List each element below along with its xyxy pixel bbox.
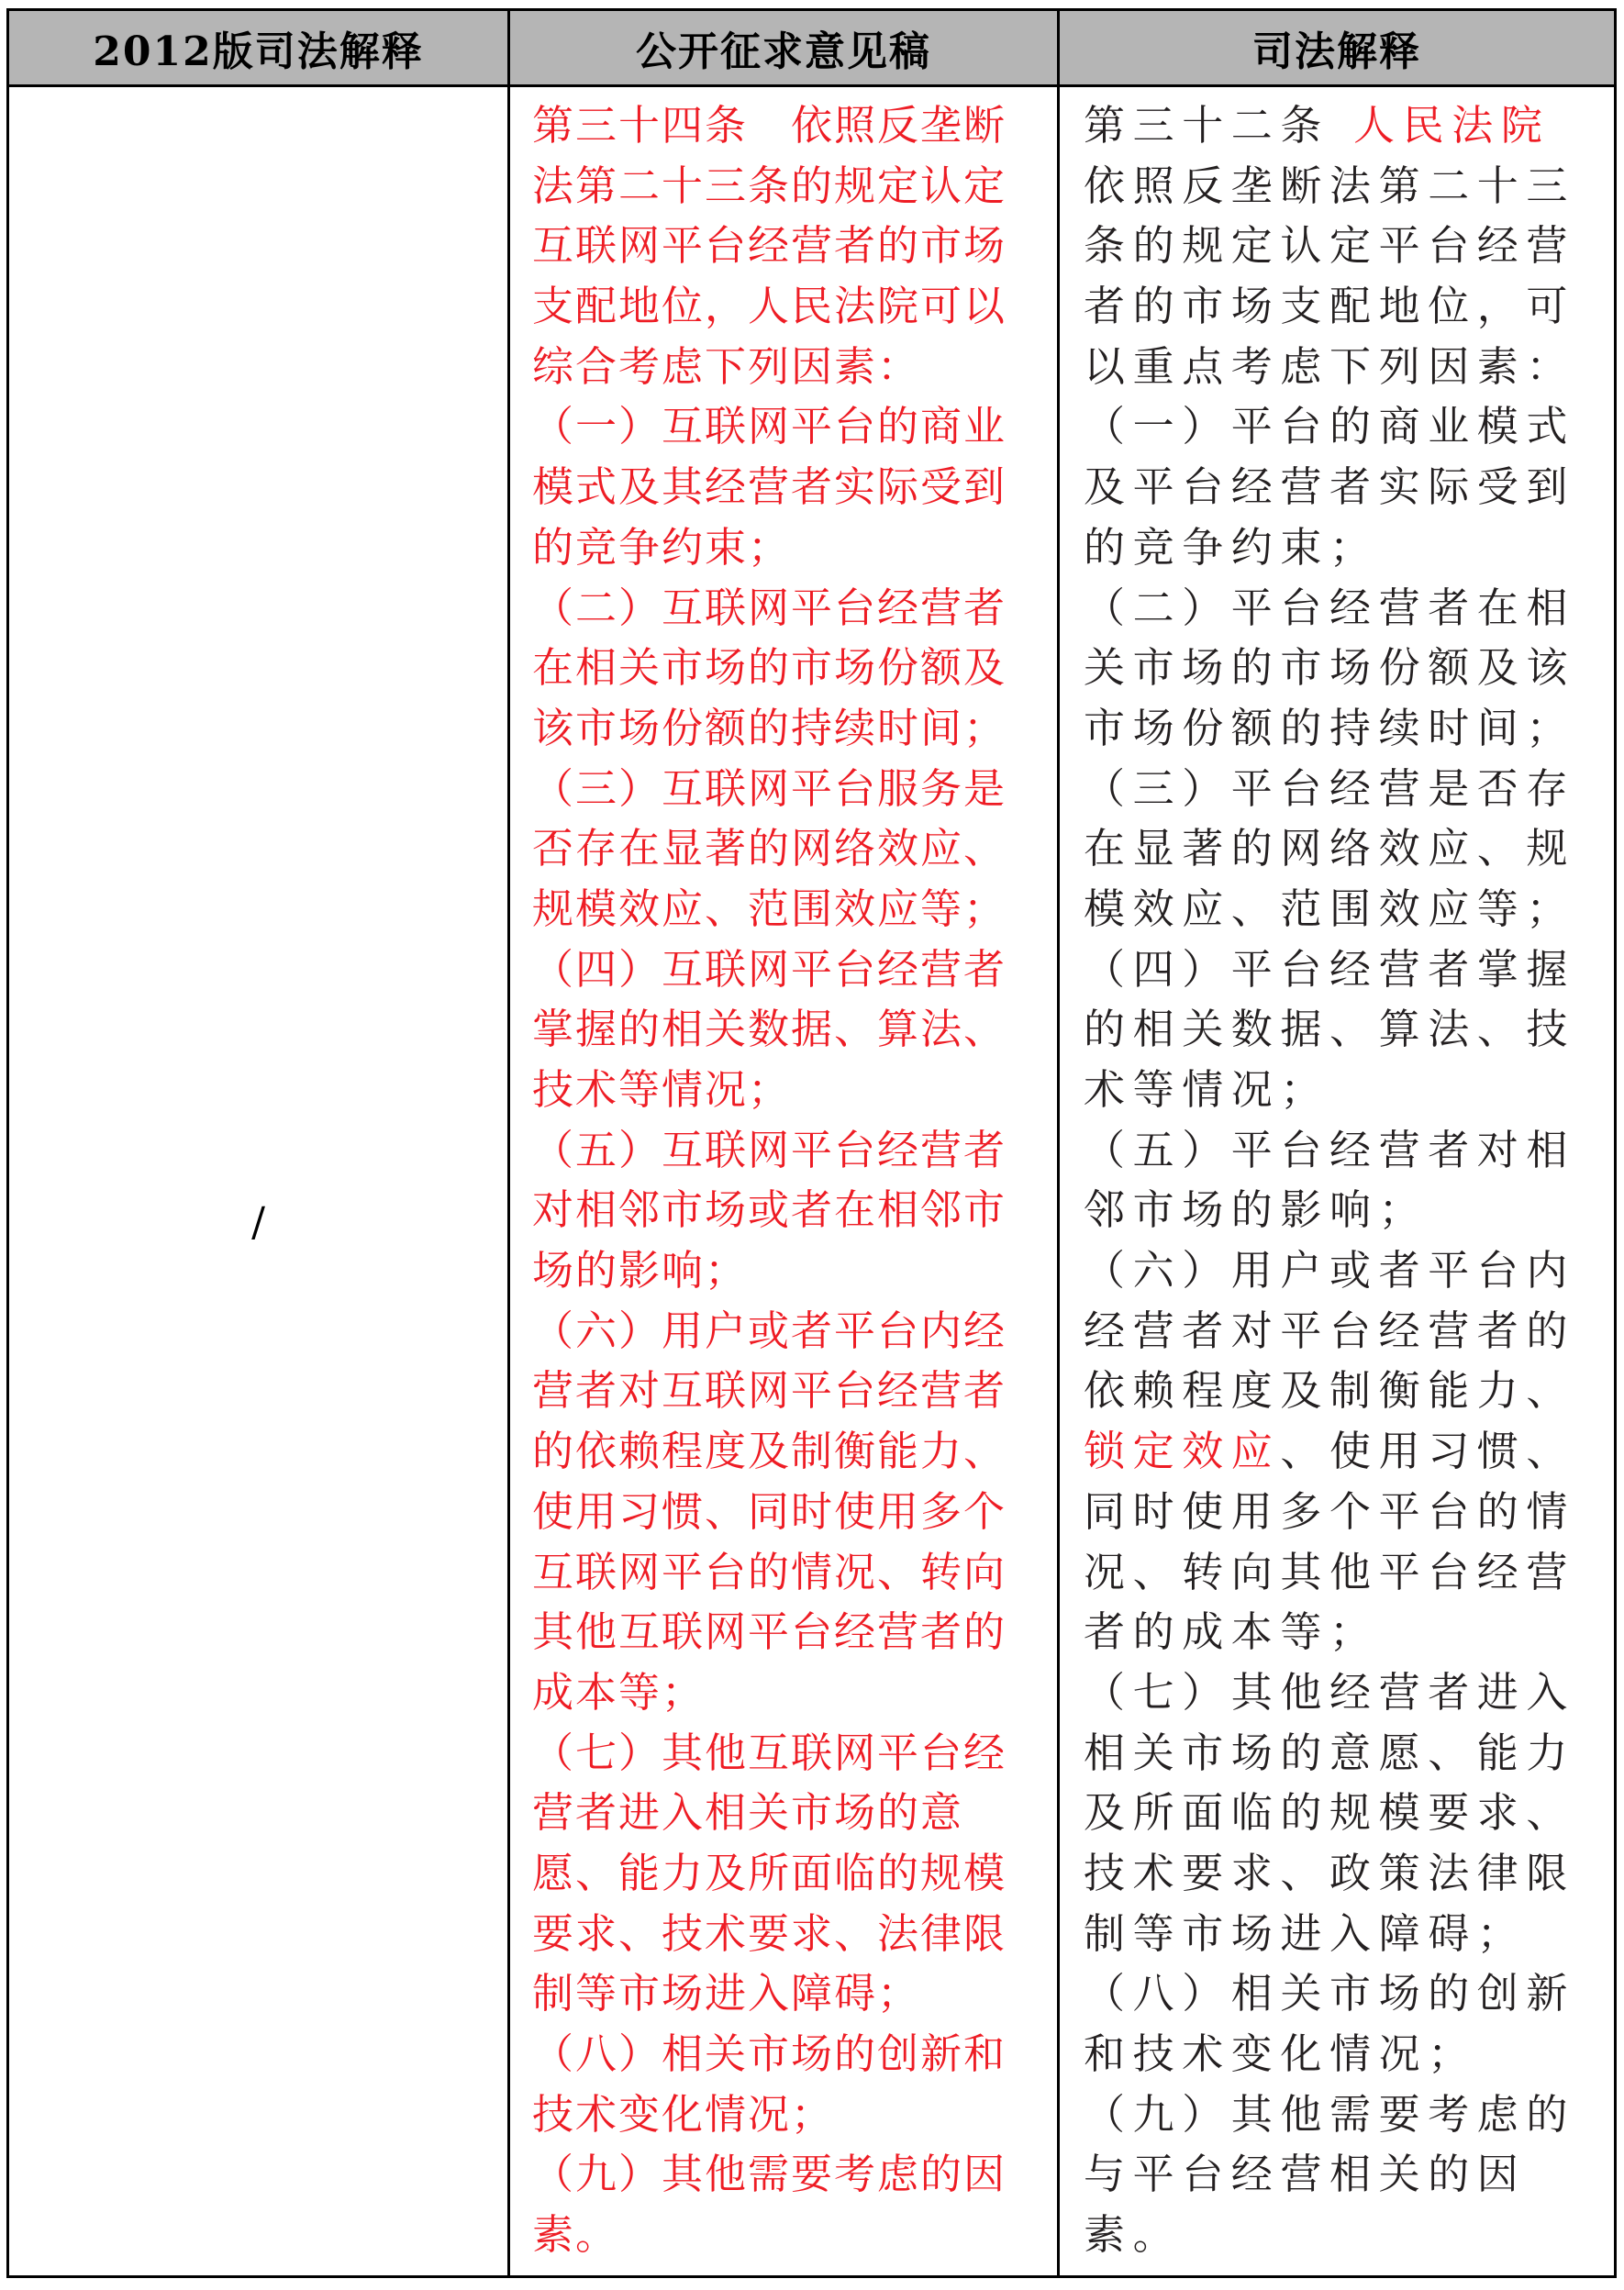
text-line: 及所面临的规模要求、 — [1084, 1788, 1576, 1838]
text-line: 况、转向其他平台经营 — [1084, 1547, 1576, 1596]
header-col-2012-version: 2012版司法解释 — [9, 11, 510, 87]
text-line: 依照反垄断法第二十三 — [1084, 161, 1576, 210]
article-number: 第三十二条 — [1084, 101, 1330, 150]
col-2012-cell — [9, 87, 510, 2275]
text-line: （五）互联网平台经营者 — [532, 1125, 1007, 1174]
text-line: 该市场份额的持续时间； — [532, 703, 1007, 752]
text-line: 互联网平台的情况、转向 — [532, 1547, 1007, 1596]
text-line: 邻市场的影响； — [1084, 1185, 1429, 1235]
article-heading-line — [1084, 95, 1607, 156]
text-line: 的竞争约束； — [532, 522, 792, 572]
text-line: （四）互联网平台经营者 — [532, 944, 1007, 994]
text-line: 第三十四条 依照反垄断 — [532, 101, 1007, 150]
comparison-table — [6, 8, 1617, 2278]
text-line: （二）互联网平台经营者 — [532, 583, 1007, 632]
text-line: 的相关数据、算法、技 — [1084, 1005, 1576, 1054]
text-line: （四）平台经营者掌握 — [1084, 944, 1576, 994]
text-line: 与平台经营相关的因 — [1084, 2150, 1527, 2199]
text-line: 市场份额的持续时间； — [1084, 703, 1576, 752]
text-line: （七）其他互联网平台经 — [532, 1728, 1007, 1777]
text-line: 的竞争约束； — [1084, 522, 1379, 572]
text-line: （八）相关市场的创新 — [1084, 1969, 1576, 2018]
judicial-lines-b — [1084, 1482, 1607, 2265]
text-line: 者的成本等； — [1084, 1607, 1379, 1657]
text-line: 模式及其经营者实际受到 — [532, 462, 1007, 512]
col-draft-cell — [510, 87, 1060, 2275]
text-line: 和技术变化情况； — [1084, 2029, 1477, 2078]
text-line: （七）其他经营者进入 — [1084, 1667, 1576, 1717]
lock-effect-line — [1084, 1421, 1607, 1482]
text-line: 营者对互联网平台经营者 — [532, 1366, 1007, 1416]
empty-slash: / — [251, 1199, 265, 1246]
text-line: 相关市场的意愿、能力 — [1084, 1728, 1576, 1777]
text-line: 依赖程度及制衡能力、 — [1084, 1366, 1576, 1416]
text-line: 的依赖程度及制衡能力、 — [532, 1427, 1007, 1476]
article-subject-red: 人民法院 — [1353, 101, 1551, 150]
text-line: 制等市场进入障碍； — [532, 1969, 921, 2018]
text-line: （八）相关市场的创新和 — [532, 2029, 1007, 2078]
lock-effect-rest: 、使用习惯、 — [1280, 1427, 1576, 1476]
text-line: 在显著的网络效应、规 — [1084, 824, 1576, 873]
text-line: 其他互联网平台经营者的 — [532, 1607, 1007, 1657]
text-line: （一）互联网平台的商业 — [532, 402, 1007, 451]
text-line: 要求、技术要求、法律限 — [532, 1908, 1007, 1958]
text-line: 者的市场支配地位，可 — [1084, 282, 1576, 331]
text-line: 以重点考虑下列因素： — [1084, 341, 1576, 391]
text-line: 在相关市场的市场份额及 — [532, 643, 1007, 693]
judicial-lines-a — [1084, 156, 1607, 1421]
text-line: 否存在显著的网络效应、 — [532, 824, 1007, 873]
header-col-draft: 公开征求意见稿 — [510, 11, 1060, 87]
header-col-judicial-interpretation: 司法解释 — [1060, 11, 1614, 87]
text-line: 术等情况； — [1084, 1065, 1330, 1114]
text-line: 素。 — [1084, 2210, 1183, 2260]
text-line: 模效应、范围效应等； — [1084, 884, 1576, 933]
text-line: 法第二十三条的规定认定 — [532, 161, 1007, 210]
text-line: 对相邻市场或者在相邻市 — [532, 1185, 1007, 1235]
text-line: （三）平台经营是否存 — [1084, 763, 1576, 813]
judicial-article-text — [1084, 95, 1607, 2265]
draft-article-text — [532, 95, 1046, 2265]
text-line: （三）互联网平台服务是 — [532, 763, 1007, 813]
text-line: 素。 — [532, 2210, 619, 2260]
text-line: （六）用户或者平台内 — [1084, 1246, 1576, 1295]
text-line: 关市场的市场份额及该 — [1084, 643, 1576, 693]
text-line: 使用习惯、同时使用多个 — [532, 1486, 1007, 1536]
text-line: 及平台经营者实际受到 — [1084, 462, 1576, 512]
text-line: 经营者对平台经营者的 — [1084, 1306, 1576, 1355]
text-line: 互联网平台经营者的市场 — [532, 221, 1007, 271]
text-line: 规模效应、范围效应等； — [532, 884, 1007, 933]
lock-effect-highlight: 锁定效应 — [1084, 1427, 1281, 1476]
text-line: （六）用户或者平台内经 — [532, 1306, 1007, 1355]
text-line: 营者进入相关市场的意 — [532, 1788, 964, 1838]
col-judicial-cell — [1060, 87, 1614, 2275]
text-line: 成本等； — [532, 1667, 706, 1717]
text-line: 制等市场进入障碍； — [1084, 1908, 1527, 1958]
text-line: 技术变化情况； — [532, 2089, 835, 2139]
text-line: （二）平台经营者在相 — [1084, 583, 1576, 632]
text-line: 同时使用多个平台的情 — [1084, 1486, 1576, 1536]
text-line: 愿、能力及所面临的规模 — [532, 1848, 1007, 1897]
text-line: （一）平台的商业模式 — [1084, 402, 1576, 451]
text-line: 综合考虑下列因素： — [532, 341, 921, 391]
text-line: 技术等情况； — [532, 1065, 792, 1114]
text-line: 场的影响； — [532, 1246, 749, 1295]
text-line: 掌握的相关数据、算法、 — [532, 1005, 1007, 1054]
text-line: （九）其他需要考虑的因 — [532, 2150, 1007, 2199]
text-line: 支配地位，人民法院可以 — [532, 282, 1007, 331]
text-line: 条的规定认定平台经营 — [1084, 221, 1576, 271]
text-line: 技术要求、政策法律限 — [1084, 1848, 1576, 1897]
text-line: （九）其他需要考虑的 — [1084, 2089, 1576, 2139]
text-line: （五）平台经营者对相 — [1084, 1125, 1576, 1174]
